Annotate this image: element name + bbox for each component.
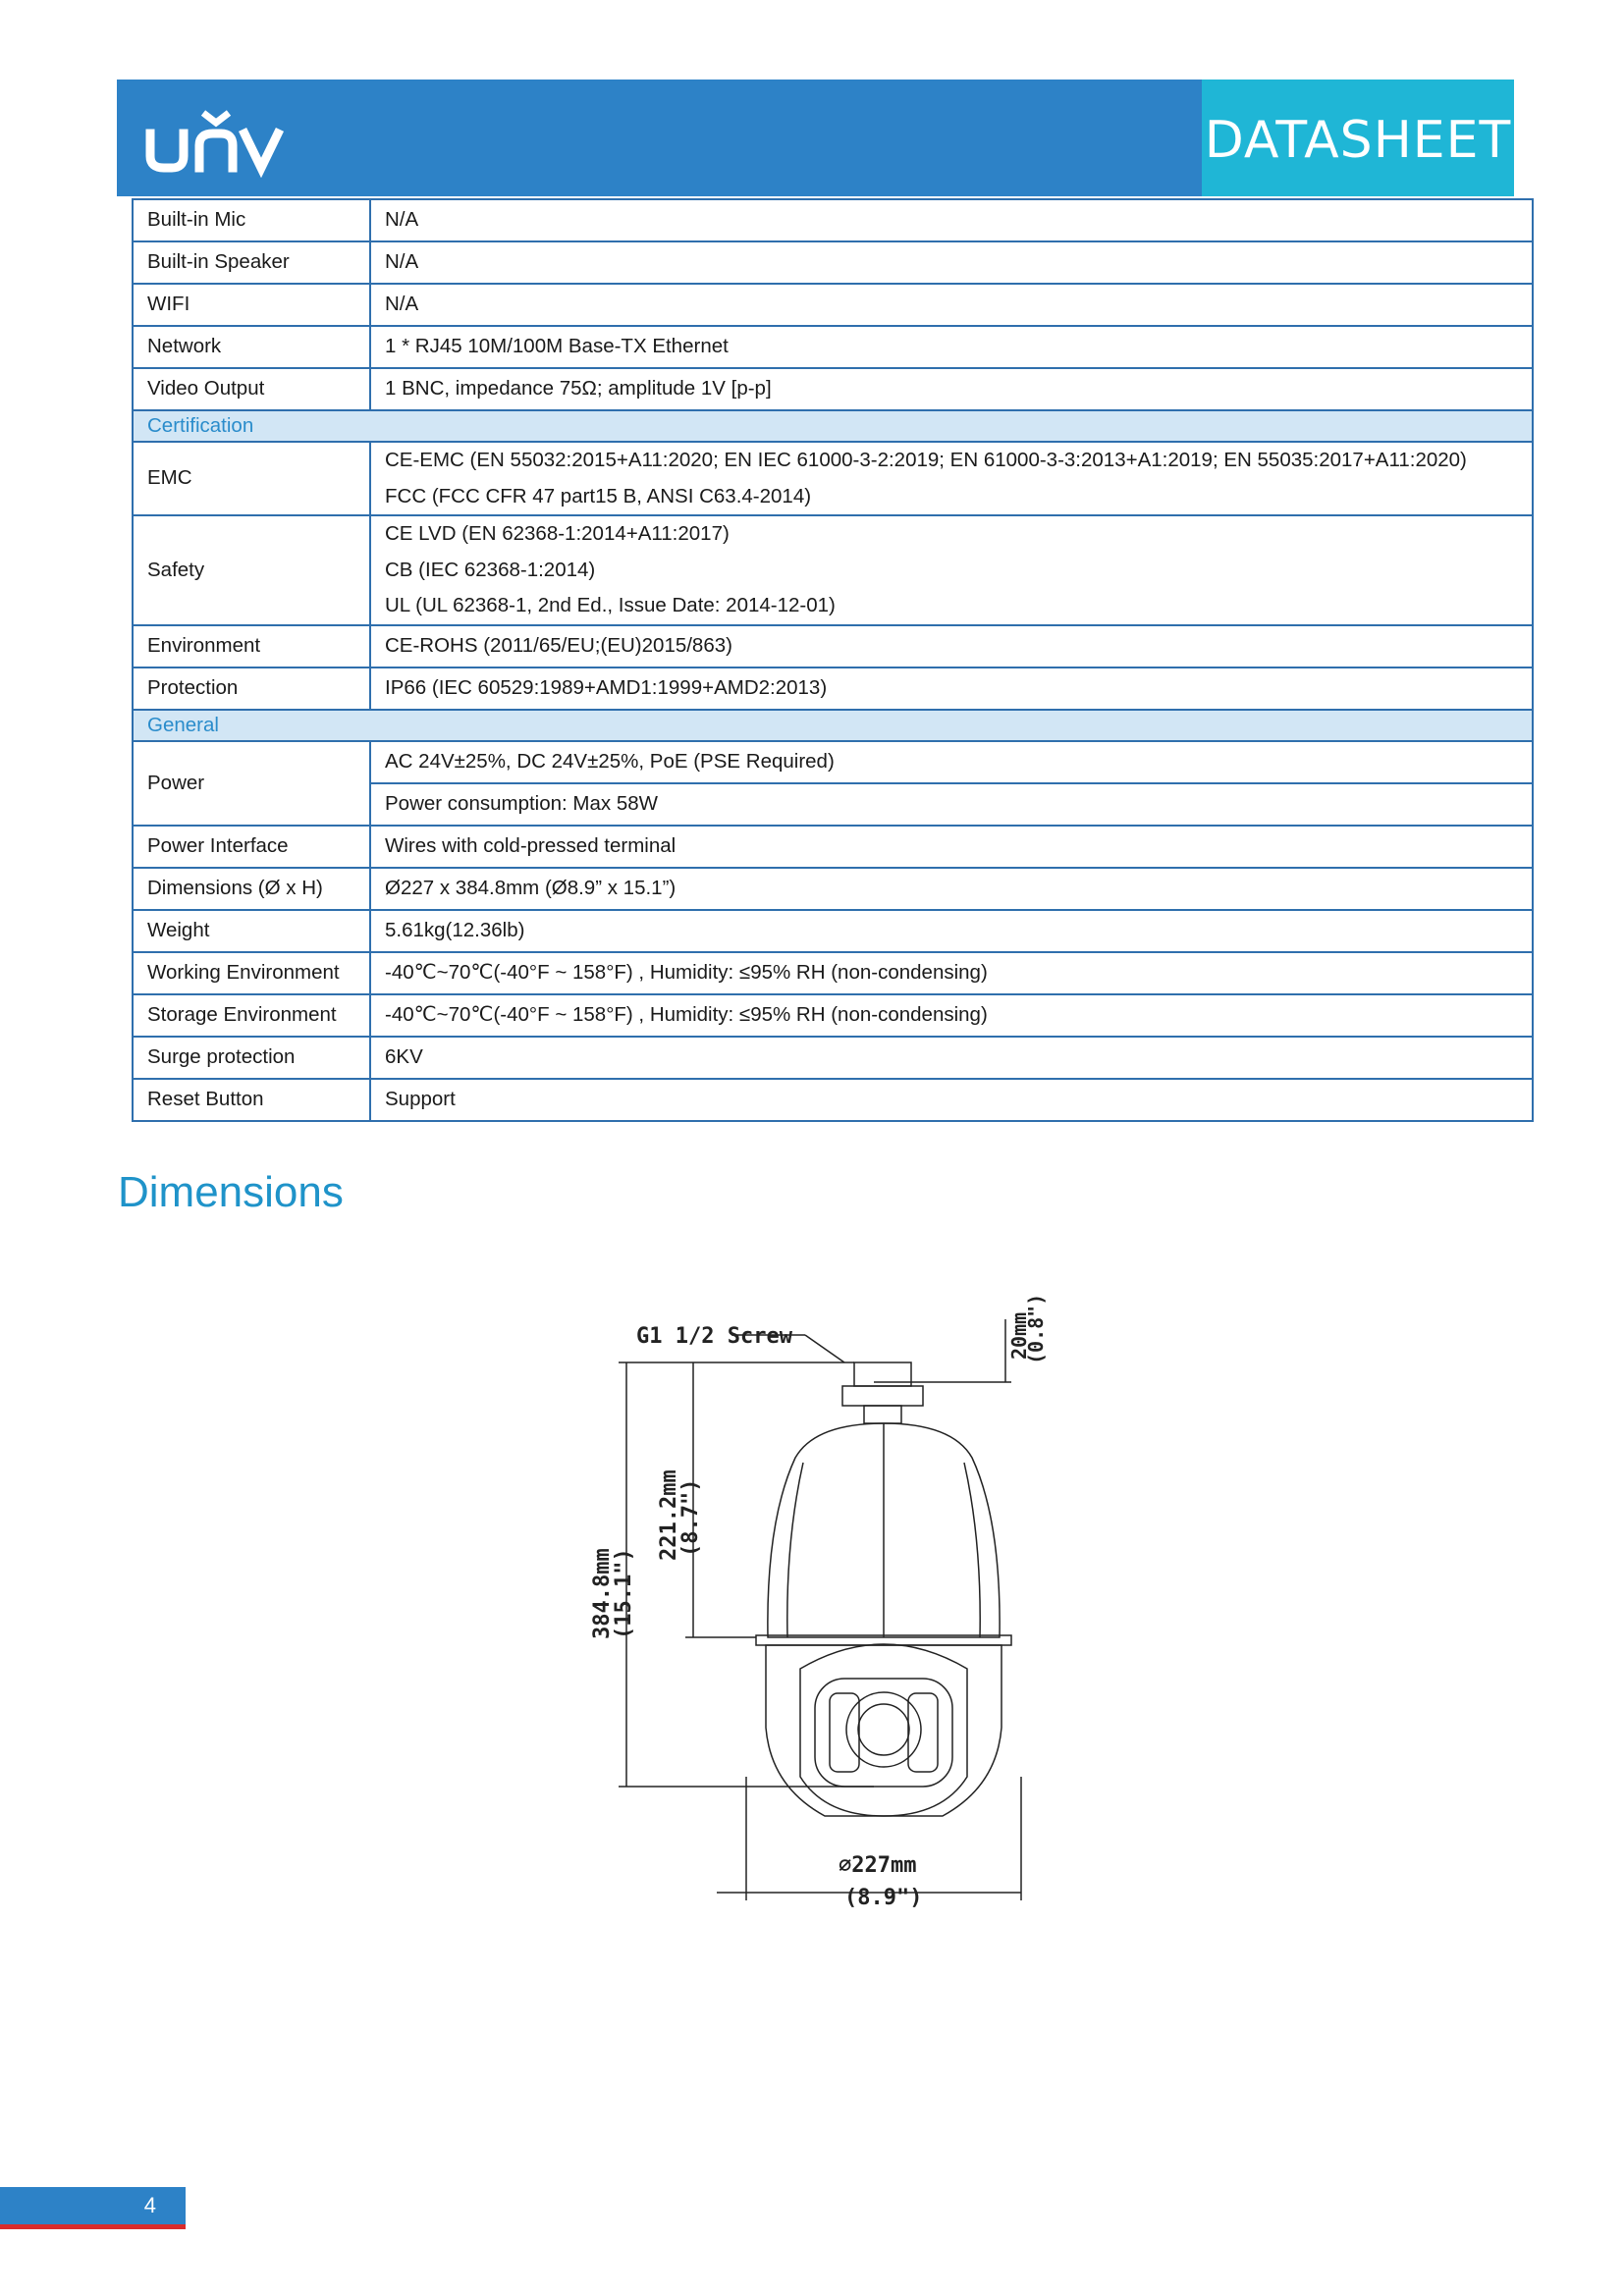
spec-value: N/A: [370, 284, 1533, 326]
spec-value: -40℃~70℃(-40°F ~ 158°F) , Humidity: ≤95% RH (non-condensing): [370, 994, 1533, 1037]
spec-row: [133, 199, 1533, 241]
spec-value: 1 * RJ45 10M/100M Base-TX Ethernet: [370, 326, 1533, 368]
section-title: Certification: [133, 410, 1533, 442]
spec-label: Safety: [133, 515, 370, 625]
svg-text:(0.8"): (0.8"): [1024, 1293, 1048, 1364]
spec-row: [133, 442, 1533, 515]
spec-value: N/A: [370, 199, 1533, 241]
svg-text:20mm: 20mm: [1007, 1311, 1031, 1360]
spec-label: Storage Environment: [133, 994, 370, 1037]
spec-value: -40℃~70℃(-40°F ~ 158°F) , Humidity: ≤95% RH (non-condensing): [370, 952, 1533, 994]
spec-label: Working Environment: [133, 952, 370, 994]
spec-row: [133, 994, 1533, 1037]
spec-value-line: FCC (FCC CFR 47 part15 B, ANSI C63.4-2014): [385, 484, 812, 507]
section-title: General: [133, 710, 1533, 741]
spec-value: 1 BNC, impedance 75Ω; amplitude 1V [p-p]: [370, 368, 1533, 410]
section-row: [133, 710, 1533, 741]
spec-label: EMC: [133, 442, 370, 515]
spec-row: [133, 326, 1533, 368]
spec-row: [133, 667, 1533, 710]
svg-text:(15.1"): (15.1"): [612, 1548, 636, 1639]
spec-label: Environment: [133, 625, 370, 667]
svg-text:∅227mm: ∅227mm: [839, 1853, 917, 1878]
spec-value: [370, 442, 1533, 515]
svg-text:384.8mm: 384.8mm: [590, 1548, 615, 1639]
page-number: 4: [0, 2187, 186, 2224]
spec-row: [133, 241, 1533, 284]
spec-label: Dimensions (Ø x H): [133, 868, 370, 910]
spec-label: Built-in Speaker: [133, 241, 370, 284]
spec-value-line: UL (UL 62368-1, 2nd Ed., Issue Date: 2014-12-01): [385, 594, 836, 617]
camera-dimension-drawing: [579, 1266, 1051, 1924]
spec-value: IP66 (IEC 60529:1989+AMD1:1999+AMD2:2013): [370, 667, 1533, 710]
datasheet-tab: DATASHEET: [1202, 80, 1514, 196]
spec-row: [133, 1037, 1533, 1079]
spec-label: Video Output: [133, 368, 370, 410]
spec-value: Ø227 x 384.8mm (Ø8.9” x 15.1”): [370, 868, 1533, 910]
svg-text:221.2mm: 221.2mm: [657, 1469, 681, 1561]
spec-value: CE-ROHS (2011/65/EU;(EU)2015/863): [370, 625, 1533, 667]
spec-row: [133, 910, 1533, 952]
spec-value: [370, 515, 1533, 625]
spec-label: WIFI: [133, 284, 370, 326]
svg-text:(8.7"): (8.7"): [678, 1478, 703, 1557]
spec-row: [133, 868, 1533, 910]
spec-label: Surge protection: [133, 1037, 370, 1079]
spec-row: [133, 952, 1533, 994]
spec-value-line: CE-EMC (EN 55032:2015+A11:2020; EN IEC 61000-3-2:2019; EN 61000-3-3:2013+A1:2019; EN 55035:2017+A11:2020): [385, 449, 1467, 471]
spec-value: AC 24V±25%, DC 24V±25%, PoE (PSE Required): [370, 741, 1533, 783]
spec-row: [133, 515, 1533, 625]
spec-label: Power Interface: [133, 826, 370, 868]
spec-value: N/A: [370, 241, 1533, 284]
spec-label: Protection: [133, 667, 370, 710]
spec-table: [132, 198, 1534, 1122]
section-row: [133, 410, 1533, 442]
spec-value-line: CB (IEC 62368-1:2014): [385, 558, 596, 581]
spec-value: 5.61kg(12.36lb): [370, 910, 1533, 952]
spec-row: [133, 625, 1533, 667]
spec-value: Support: [370, 1079, 1533, 1121]
page-number-rule: [0, 2224, 186, 2229]
spec-label: Built-in Mic: [133, 199, 370, 241]
spec-value-line: CE LVD (EN 62368-1:2014+A11:2017): [385, 522, 730, 546]
spec-row: [133, 741, 1533, 783]
spec-value: Power consumption: Max 58W: [370, 783, 1533, 826]
spec-label: Network: [133, 326, 370, 368]
spec-label: Weight: [133, 910, 370, 952]
spec-row: [133, 368, 1533, 410]
spec-row: [133, 284, 1533, 326]
spec-label: Power: [133, 741, 370, 826]
spec-row: [133, 1079, 1533, 1121]
spec-label: Reset Button: [133, 1079, 370, 1121]
spec-row: [133, 826, 1533, 868]
dimensions-heading: Dimensions: [118, 1168, 344, 1216]
screw-label: G1 1/2 Screw: [636, 1324, 792, 1349]
spec-value: 6KV: [370, 1037, 1533, 1079]
spec-value: Wires with cold-pressed terminal: [370, 826, 1533, 868]
svg-text:(8.9"): (8.9"): [844, 1886, 923, 1910]
unv-logo: [142, 99, 290, 178]
